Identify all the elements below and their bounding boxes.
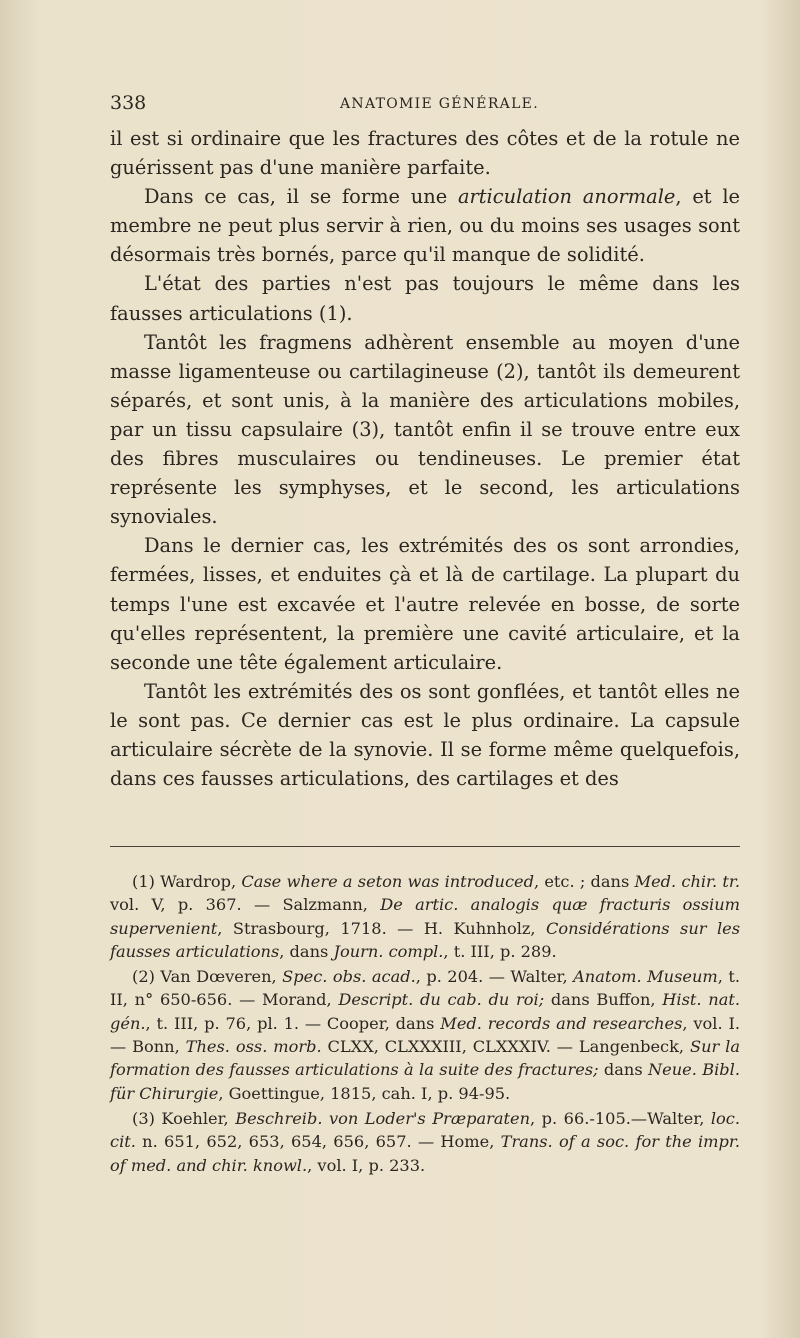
body-text	[110, 124, 740, 793]
footnote-italic-run: Hist. nat. gén.	[110, 990, 741, 1033]
footnote-2	[110, 965, 740, 1105]
footnote-run: , t. III, p. 76, pl. 1. — Cooper, dans	[145, 1013, 441, 1033]
footnote-run: (2) Van Dœveren,	[132, 967, 283, 987]
paragraph-2-start: Dans ce cas, il se forme une	[144, 185, 458, 209]
footnote-run: , Goettingue, 1815, cah. I, p. 94-95.	[218, 1083, 511, 1103]
footnote-run: , p. 66.-105.—Walter,	[530, 1108, 711, 1128]
footnote-italic-run: Trans. of a soc. for the impr. of med. and chir. knowl.	[110, 1132, 740, 1175]
footnote-italic-run: Thes. oss. morb.	[185, 1037, 322, 1057]
footnote-run: , t. II, n° 650-656. — Morand,	[110, 967, 740, 1010]
footnote-run: , vol. I, p. 233.	[307, 1155, 426, 1175]
paragraph-6: Tantôt les extrémités des os sont gonflées, et tantôt elles ne le sont pas. Ce dernier cas est le plus ordinaire. La capsule articulaire sécrète de la synovie. Il se forme même quelquefois, dans ces fausses articulations, des cartilages et des	[110, 679, 740, 791]
page-header	[110, 92, 740, 116]
footnote-italic-run: Case where a seton was introduced	[241, 872, 534, 891]
paragraph-2-end: , et le membre ne peut plus servir à rien, ou du moins ses usages sont désormais très bornés, parce qu'il manque de solidité.	[110, 185, 741, 267]
footnote-italic-run: Considérations sur les fausses articulations	[110, 918, 741, 961]
running-title: ANATOMIE GÉNÉRALE.	[340, 96, 539, 112]
footnote-run: CLXX, CLXXXIII, CLXXXIV. — Langenbeck,	[321, 1037, 690, 1057]
footnote-italic-run: Beschreib. von Loder's Præparaten	[235, 1108, 530, 1128]
footnote-italic-run: Med. records and researches	[440, 1013, 683, 1033]
footnote-run: , etc. ; dans	[533, 872, 635, 891]
footnote-run: n. 651, 652, 653, 654, 656, 657. — Home,	[135, 1132, 501, 1152]
footnote-run: dans Buffon,	[544, 990, 663, 1010]
italic-term: articulation anormale	[457, 185, 676, 209]
footnote-run: , t. III, p. 289.	[443, 941, 557, 961]
footnote-run: (3) Koehler,	[132, 1108, 236, 1128]
footnote-italic-run: Descript. du cab. du roi;	[338, 990, 545, 1010]
footnote-run: , vol. I. — Bonn,	[110, 1013, 740, 1057]
footnote-italic-run: Med. chir. tr.	[634, 872, 740, 891]
footnote-italic-run: Neue. Bibl. für Chirurgie	[110, 1060, 740, 1103]
footnote-italic-run: Journ. compl.	[333, 941, 444, 961]
footnote-divider	[110, 846, 740, 847]
paragraph-2	[110, 182, 740, 269]
footnote-run: dans	[598, 1060, 648, 1080]
footnote-run: (1) Wardrop,	[132, 872, 242, 891]
footnote-run: , dans	[279, 941, 334, 961]
page-number: 338	[110, 92, 147, 114]
footnote-italic-run: Sur la formation des fausses articulations à la suite des fractures;	[110, 1037, 740, 1080]
footnote-run: , p. 204. — Walter,	[415, 967, 574, 987]
paragraph-5: Dans le dernier cas, les extrémités des os sont arrondies, fermées, lisses, et enduites çà et là de cartilage. La plupart du temps l'une est excavée et l'autre relevée en bosse, de sorte qu'elles représentent, la première une cavité articulaire, et la seconde une tête également articulaire.	[110, 534, 740, 674]
footnote-1	[110, 870, 740, 963]
footnote-italic-run: Anatom. Museum	[573, 967, 718, 987]
footnote-run: , Strasbourg, 1718. — H. Kuhnholz,	[217, 918, 547, 938]
footnote-italic-run: loc. cit.	[110, 1108, 740, 1152]
paragraph-1: il est si ordinaire que les fractures des côtes et de la rotule ne guérissent pas d'une manière parfaite.	[110, 127, 740, 180]
footnote-italic-run: Spec. obs. acad.	[282, 967, 416, 987]
footnote-italic-run: De artic. analogis quæ fracturis ossium supervenient	[110, 895, 740, 938]
footnote-3	[110, 1107, 740, 1177]
paragraph-4: Tantôt les fragmens adhèrent ensemble au moyen d'une masse ligamenteuse ou cartilagineuse (2), tantôt ils demeurent séparés, et sont unis, à la manière des articulations mobiles, par un tissu capsulaire (3), tantôt enfin il se trouve entre eux des fibres musculaires ou tendineuses. Le premier état représente les symphyses, et le second, les articulations synoviales.	[110, 330, 740, 529]
paragraph-3: L'état des parties n'est pas toujours le même dans les fausses articulations (1).	[110, 272, 740, 325]
footnotes	[110, 870, 740, 1179]
footnote-run: vol. V, p. 367. — Salzmann,	[110, 895, 381, 915]
